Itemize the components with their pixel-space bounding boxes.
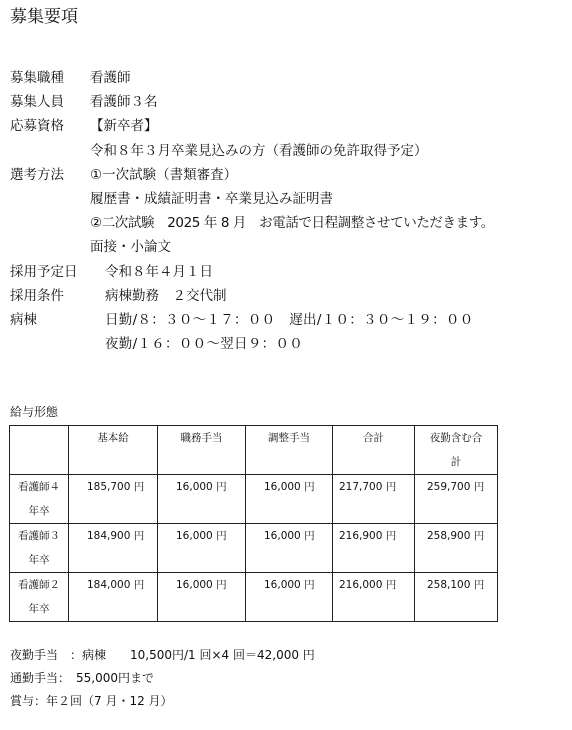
table-header-cell: 基本給	[69, 426, 158, 475]
table-header-row	[10, 426, 498, 475]
table-cell: 16,000 円	[158, 524, 246, 573]
table-cell: 216,000 円	[333, 573, 415, 622]
salary-table-title: 給与形態	[10, 405, 59, 419]
conditions-value: 病棟勤務 ２交代制	[105, 287, 227, 304]
ward-line: 夜勤/１６：００～翌日９：００	[105, 336, 304, 353]
table-cell: 16,000 円	[158, 573, 246, 622]
commute-allowance-note: 通勤手当： 55,000円まで	[10, 671, 154, 685]
table-cell: 16,000 円	[158, 475, 246, 524]
job-type-value: 看護師	[90, 70, 131, 86]
table-row	[10, 475, 498, 524]
table-cell: 217,700 円	[333, 475, 415, 524]
table-header-cell: 夜勤含む合計	[415, 426, 498, 475]
qualification-line: 令和８年３月卒業見込みの方（看護師の免許取得予定）	[90, 142, 428, 159]
table-header-cell: 職務手当	[158, 426, 246, 475]
conditions-row	[10, 284, 566, 308]
selection-line: 面接・小論文	[90, 239, 171, 256]
table-cell: 216,900 円	[333, 524, 415, 573]
qualification-line: 【新卒者】	[90, 118, 158, 135]
table-cell: 16,000 円	[246, 524, 333, 573]
ward-label: 病棟	[10, 312, 37, 329]
job-type-label: 募集職種	[10, 70, 64, 86]
selection-row-2	[10, 187, 566, 211]
row-label: 看護師４年卒	[10, 475, 69, 524]
table-cell: 258,100 円	[415, 573, 498, 622]
page-title: 募集要項	[10, 7, 78, 27]
selection-row-4	[10, 235, 566, 259]
headcount-label: 募集人員	[10, 94, 64, 111]
table-header-cell	[10, 426, 69, 475]
qualification-row	[10, 114, 566, 138]
qualification-label: 応募資格	[10, 118, 64, 135]
table-cell: 184,900 円	[69, 524, 158, 573]
ward-line: 日勤/８：３０～１７：００ 遅出/１０：３０～１９：００	[105, 312, 474, 329]
selection-label: 選考方法	[10, 166, 64, 183]
table-row	[10, 573, 498, 622]
bonus-note: 賞与：年２回（7 月・12 月）	[10, 694, 173, 708]
headcount-value: 看護師３名	[90, 94, 158, 111]
hire-date-label: 採用予定日	[10, 263, 78, 280]
ward-row-2	[10, 332, 566, 356]
job-type-row	[10, 66, 566, 90]
table-header-cell: 調整手当	[246, 426, 333, 475]
table-row	[10, 524, 498, 573]
table-cell: 184,000 円	[69, 573, 158, 622]
table-cell: 16,000 円	[246, 475, 333, 524]
table-cell: 16,000 円	[246, 573, 333, 622]
requirements-section	[10, 66, 566, 356]
table-cell: 258,900 円	[415, 524, 498, 573]
qualification-row-2	[10, 139, 566, 163]
headcount-row	[10, 90, 566, 114]
conditions-label: 採用条件	[10, 287, 64, 304]
hire-date-row	[10, 260, 566, 284]
selection-line: ②二次試験 2025 年 8 月 お電話で日程調整させていただきます。	[90, 215, 494, 232]
table-cell: 185,700 円	[69, 475, 158, 524]
table-cell: 259,700 円	[415, 475, 498, 524]
selection-row	[10, 163, 566, 187]
night-allowance-note: 夜勤手当 ：病棟 10,500円/1 回×4 回＝42,000 円	[10, 648, 315, 662]
table-header-cell: 合計	[333, 426, 415, 475]
selection-line: ①一次試験（書類審査）	[90, 166, 238, 183]
row-label: 看護師３年卒	[10, 524, 69, 573]
salary-table	[9, 425, 498, 622]
selection-row-3	[10, 211, 566, 235]
row-label: 看護師２年卒	[10, 573, 69, 622]
hire-date-value: 令和８年４月１日	[105, 263, 213, 280]
ward-row	[10, 308, 566, 332]
selection-line: 履歴書・成績証明書・卒業見込み証明書	[90, 191, 333, 208]
allowance-notes	[10, 644, 315, 713]
